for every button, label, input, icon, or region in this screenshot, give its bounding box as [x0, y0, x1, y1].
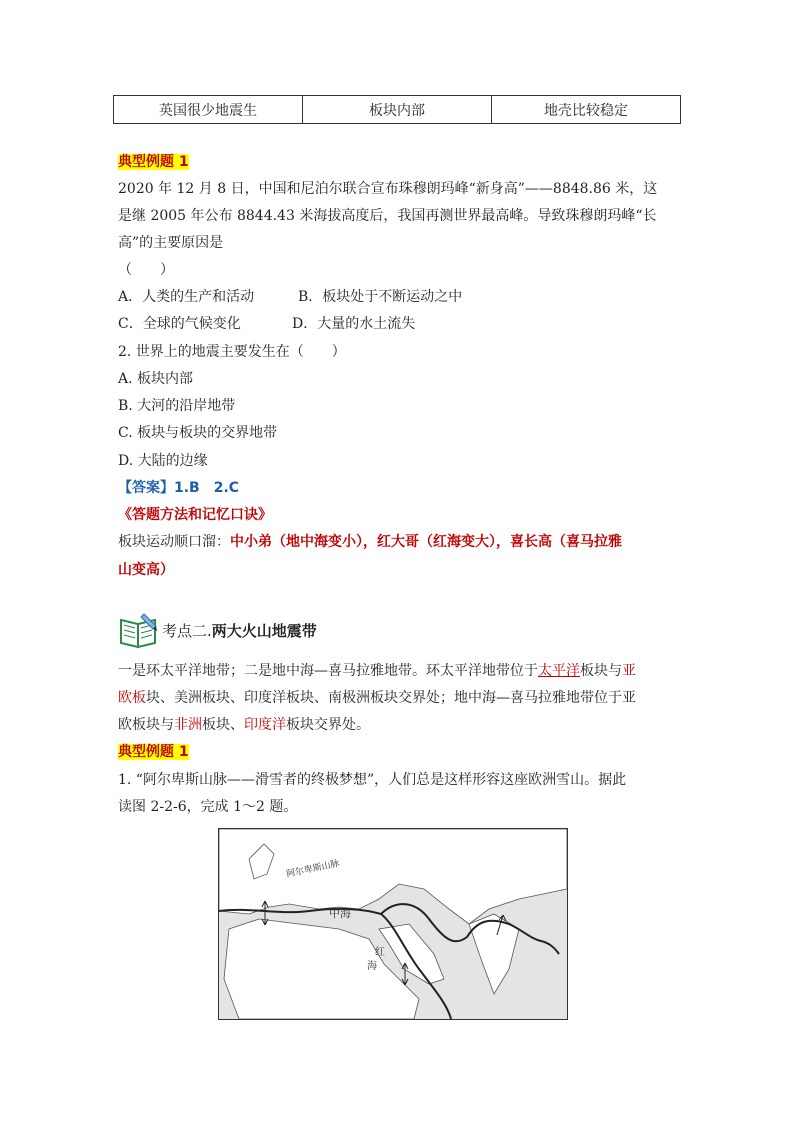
table-row — [114, 96, 681, 124]
section-heading — [162, 620, 317, 641]
option-a: A．人类的生产和活动 — [118, 289, 255, 305]
table-cell: 板块内部 — [303, 96, 492, 124]
text-run: 块、美洲板块、印度洋板块、南极洲板块交界处；地中海—喜马拉雅地带位于亚 — [146, 690, 636, 706]
rhyme-line — [118, 532, 622, 552]
option-d: D．大量的水土流失 — [292, 316, 416, 332]
map-label-alps: 阿尔卑斯山脉 — [285, 858, 341, 880]
map-figure — [218, 828, 568, 1020]
text-run: 亚 — [622, 663, 636, 679]
example-title: 典型例题 1 — [118, 744, 189, 760]
paragraph-line — [118, 688, 636, 708]
question-text: 是继 2005 年公布 8844.43 米海拔高度后，我国再测世界最高峰。导致珠穆朗玛峰“长 — [118, 208, 657, 224]
example-title: 典型例题 1 — [118, 154, 189, 170]
question-text: 2020 年 12 月 8 日，中国和尼泊尔联合宣布珠穆朗玛峰“新身高”——8848.86 米，这 — [118, 181, 658, 197]
method-title: 《答题方法和记忆口诀》 — [118, 507, 272, 523]
text-run: 欧板块与 — [118, 717, 174, 733]
rhyme-prefix: 板块运动顺口溜： — [118, 534, 230, 550]
paragraph-line — [118, 661, 636, 681]
rhyme-text: 山变高） — [118, 562, 174, 578]
map-label-red: 红 — [375, 947, 385, 958]
text-run: 太平洋 — [538, 663, 580, 679]
question-text: 读图 2-2-6，完成 1～2 题。 — [118, 799, 298, 815]
paragraph-line — [118, 715, 370, 735]
text-run: 板块交界处。 — [286, 717, 370, 733]
option-a: A. 板块内部 — [118, 371, 194, 387]
info-table — [113, 95, 681, 124]
table-cell: 英国很少地震生 — [114, 96, 303, 124]
text-run: 印度洋 — [244, 717, 286, 733]
table-cell: 地壳比较稳定 — [492, 96, 681, 124]
section-title: 两大火山地震带 — [211, 622, 317, 640]
book-icon — [118, 610, 160, 650]
text-run: 板块与 — [580, 663, 622, 679]
map-label-red: 海 — [367, 961, 377, 972]
option-b: B. 大河的沿岸地带 — [118, 398, 236, 414]
text-run: 板块、 — [202, 717, 244, 733]
option-d: D. 大陆的边缘 — [118, 453, 208, 469]
answer: 【答案】1.B 2.C — [118, 480, 240, 496]
question-text: 2. 世界上的地震主要发生在（ ） — [118, 344, 346, 360]
rhyme-text: 中小弟（地中海变小），红大哥（红海变大），喜长高（喜马拉雅 — [230, 534, 622, 550]
question-text: 1. “阿尔卑斯山脉——滑雪者的终极梦想”，人们总是这样形容这座欧洲雪山。据此 — [118, 772, 627, 788]
text-run: 欧板 — [118, 690, 146, 706]
text-run: 非洲 — [174, 717, 202, 733]
question-text: 高”的主要原因是 — [118, 235, 224, 251]
option-c: C．全球的气候变化 — [118, 316, 241, 332]
option-c: C. 板块与板块的交界地带 — [118, 425, 278, 441]
text-run: 一是环太平洋地带；二是地中海—喜马拉雅地带。环太平洋地带位于 — [118, 663, 538, 679]
option-b: B．板块处于不断运动之中 — [298, 289, 463, 305]
answer-paren: （ ） — [118, 262, 174, 278]
section-prefix: 考点二. — [162, 622, 212, 640]
map-label-med: 中海 — [329, 907, 351, 920]
